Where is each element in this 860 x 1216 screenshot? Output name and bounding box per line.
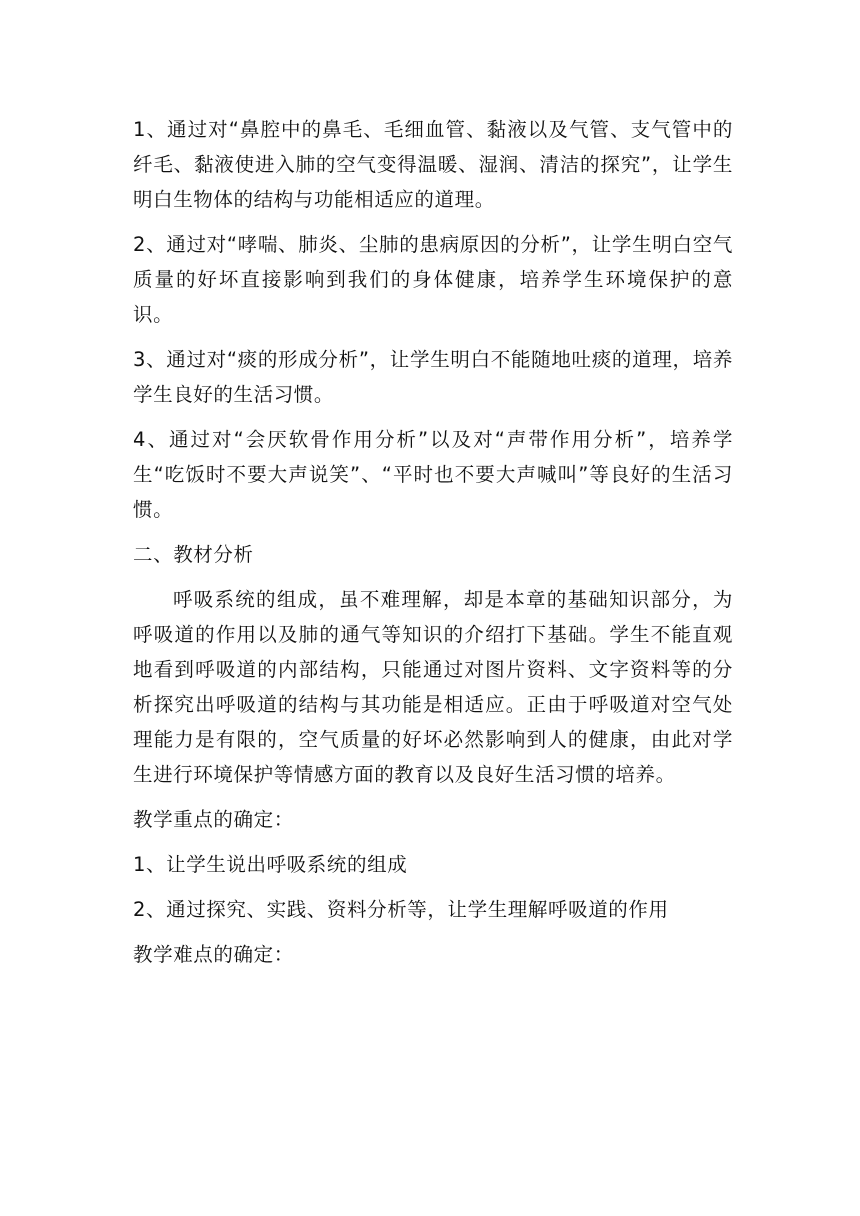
section-heading-textbook-analysis: 二、教材分析 [133,543,254,566]
textbook-analysis-paragraph: 呼吸系统的组成，虽不难理解，却是本章的基础知识部分，为呼吸道的作用以及肺的通气等知识的介绍打下基础。学生不能直观地看到呼吸道的内部结构，只能通过对图片资料、文字资料等的分析探究出呼吸道的结构与其功能是相适应。正由于呼吸道对空气处理能力是有限的，空气质量的好坏必然影响到人的健康，由此对学生进行环境保护等情感方面的教育以及良好生活习惯的培养。 [133,588,733,786]
key-point-1: 1、让学生说出呼吸系统的组成 [133,853,408,876]
document-body [133,112,733,972]
objective-paragraph-3: 3、通过对“痰的形成分析”，让学生明白不能随地吐痰的道理，培养学生良好的生活习惯。 [133,348,733,406]
objective-paragraph-4: 4、通过对“会厌软骨作用分析”以及对“声带作用分析”，培养学生“吃饭时不要大声说笑”、“平时也不要大声喊叫”等良好的生活习惯。 [133,428,733,521]
objective-paragraph-2: 2、通过对“哮喘、肺炎、尘肺的患病原因的分析”，让学生明白空气质量的好坏直接影响到我们的身体健康，培养学生环境保护的意识。 [133,233,733,326]
key-point-2: 2、通过探究、实践、资料分析等，让学生理解呼吸道的作用 [133,898,669,921]
difficult-points-heading: 教学难点的确定： [133,943,294,966]
key-points-heading: 教学重点的确定： [133,808,294,831]
objective-paragraph-1: 1、通过对“鼻腔中的鼻毛、毛细血管、黏液以及气管、支气管中的纤毛、黏液使进入肺的空气变得温暖、湿润、清洁的探究”，让学生明白生物体的结构与功能相适应的道理。 [133,118,733,211]
